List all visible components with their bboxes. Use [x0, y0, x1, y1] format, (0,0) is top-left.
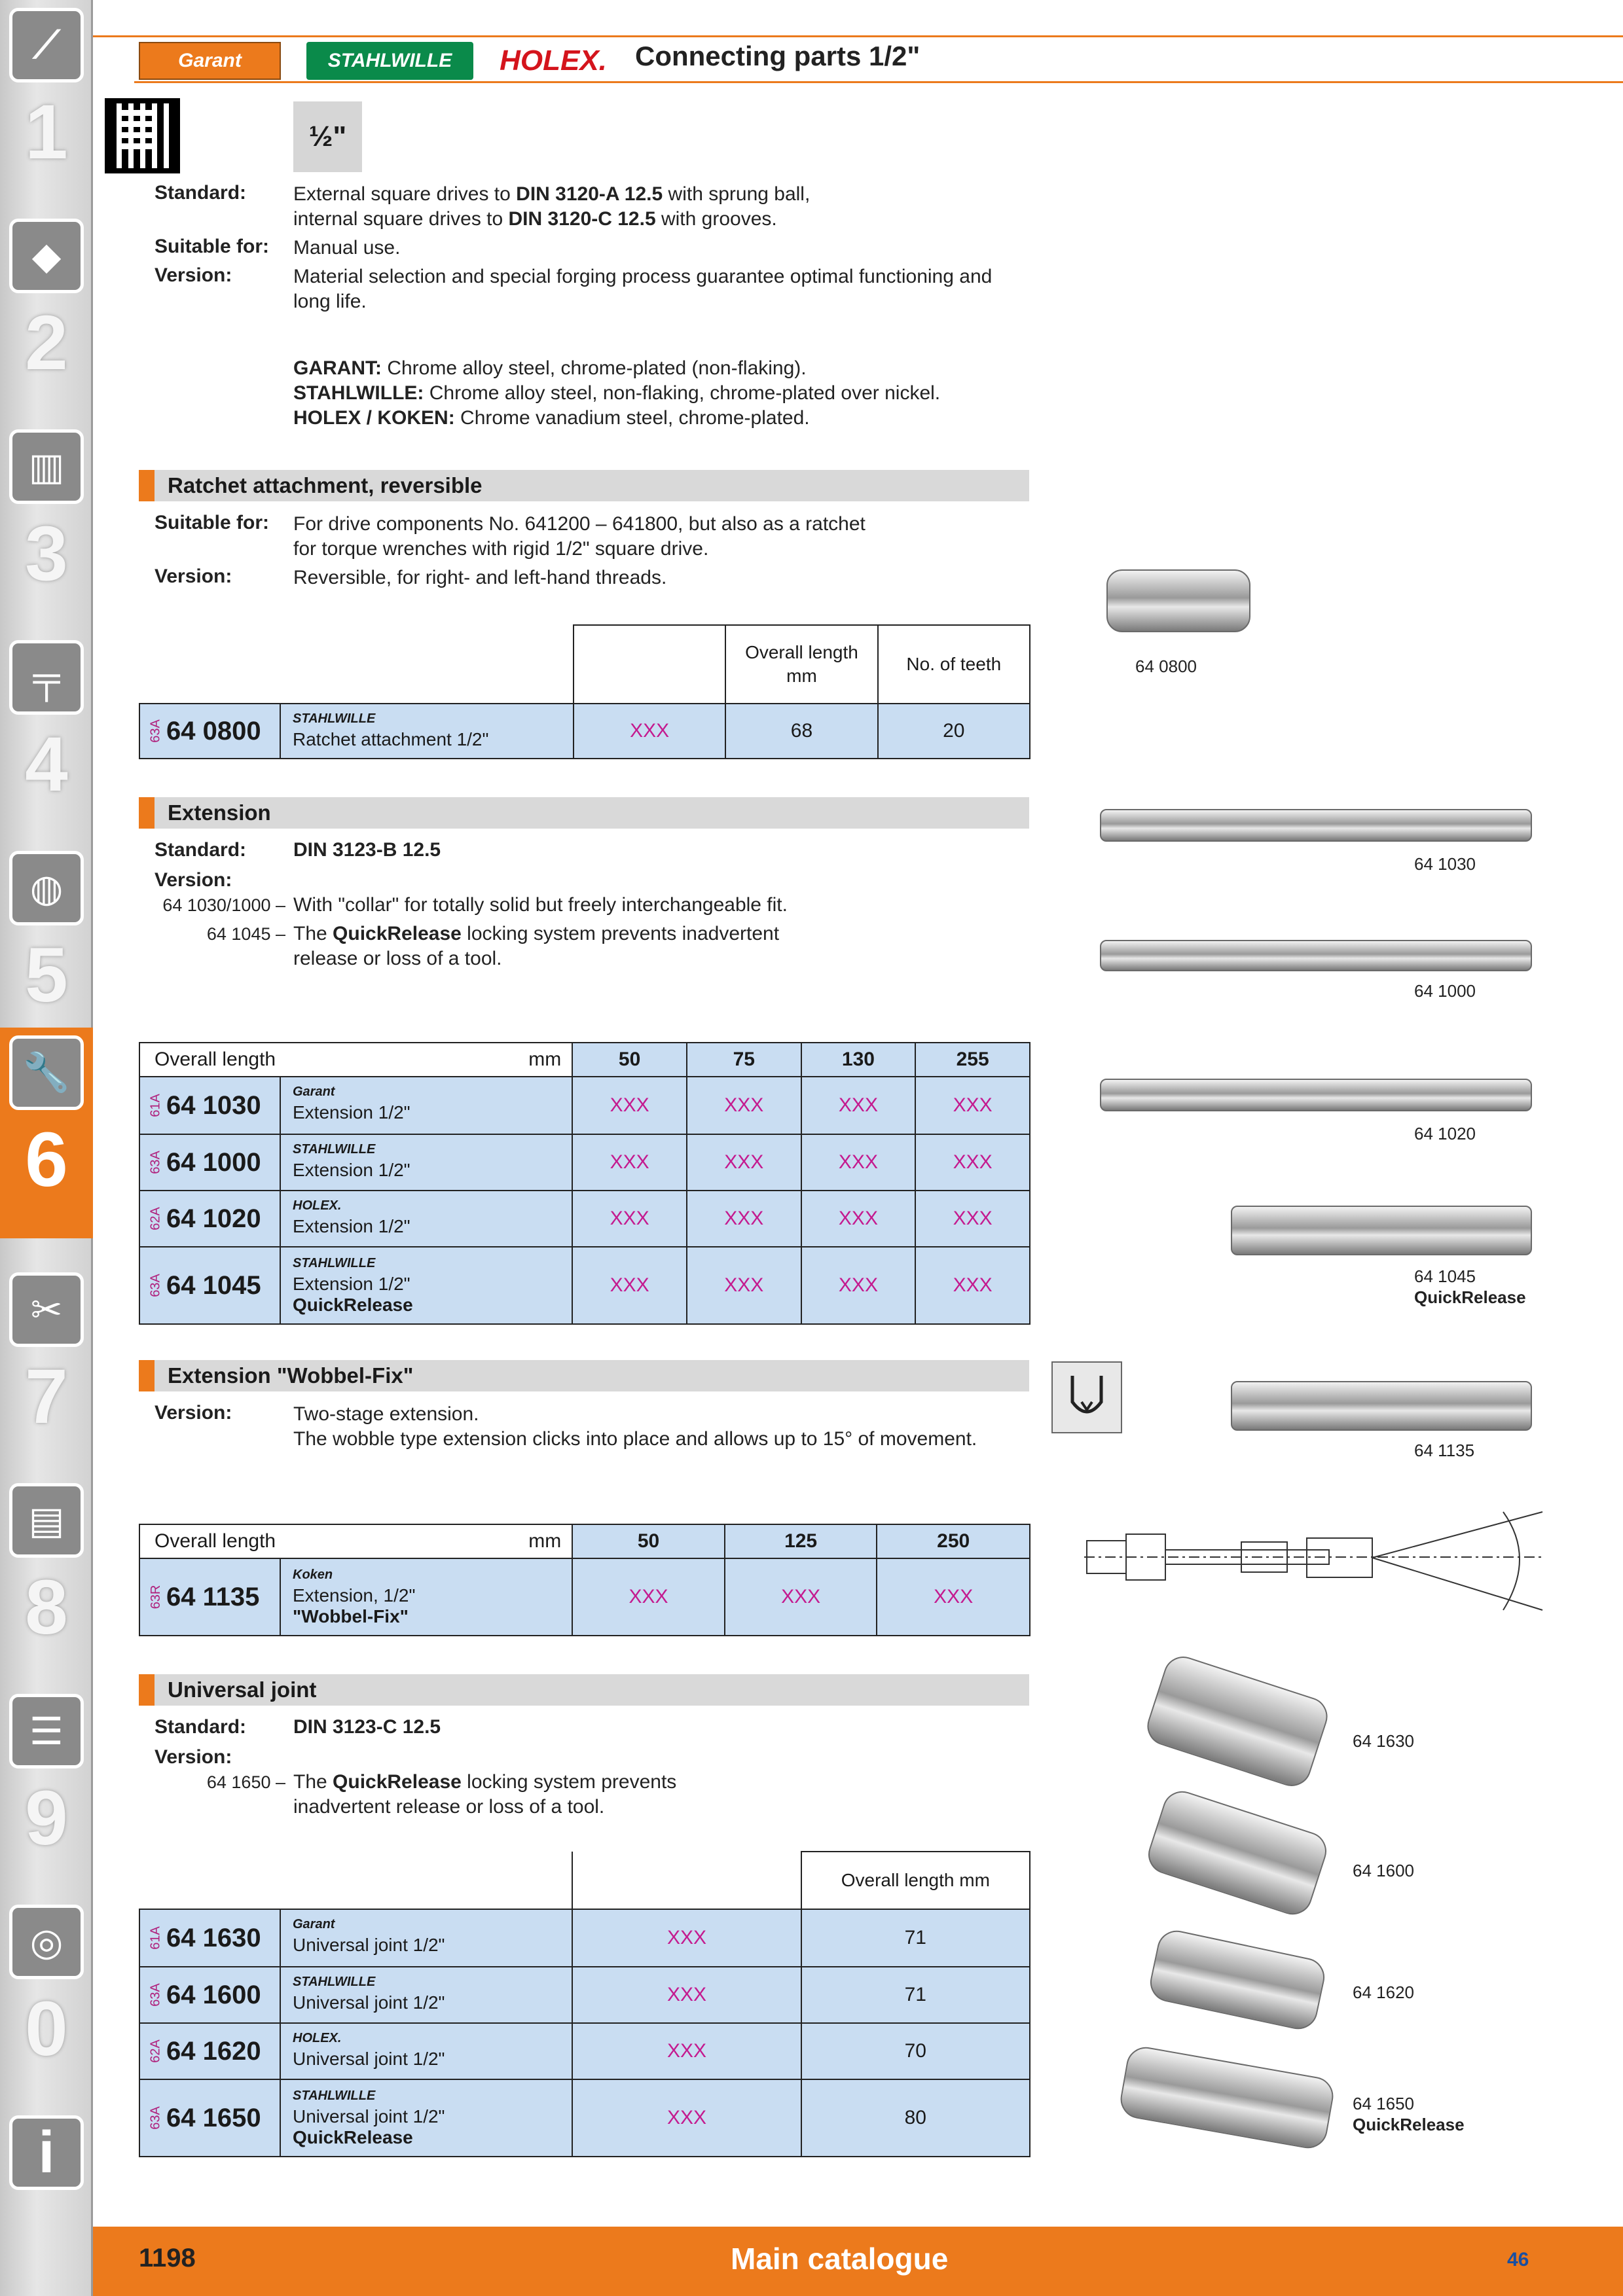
- article-number: 64 1045: [166, 1270, 261, 1300]
- ratchet-table: [139, 624, 1030, 759]
- header-rule: [134, 81, 1623, 83]
- length-cell: 71: [801, 1967, 1030, 2023]
- size-header: 125: [725, 1524, 877, 1558]
- col-overall-length: Overall length mm: [801, 1852, 1030, 1909]
- version-label: Version:: [155, 264, 232, 286]
- extension-standard-text: DIN 3123-B 12.5: [293, 839, 441, 861]
- table-row[interactable]: [139, 1191, 1030, 1247]
- article-number: 64 0800: [166, 716, 261, 745]
- article-number: 64 1600: [166, 1980, 261, 2009]
- article-number: 64 1000: [166, 1147, 261, 1177]
- article-number: 64 1135: [166, 1582, 260, 1611]
- brand-logo: HOLEX.: [293, 2031, 342, 2045]
- price-cell: XXX: [572, 1909, 801, 1967]
- catalog-group: 63A: [148, 2106, 163, 2130]
- standard-text: External square drives to DIN 3120-A 12.5 with sprung ball, internal square drives to DIN 3120-C 12.5 with grooves.: [293, 183, 811, 230]
- catalog-group: 63A: [148, 1151, 163, 1174]
- sidebar-chapter-1[interactable]: ⟋ 1: [0, 0, 93, 211]
- brand-logo: STAHLWILLE: [293, 1975, 376, 1989]
- price-cell: XXX: [572, 1558, 725, 1636]
- ratchet-version-text: Reversible, for right- and left-hand threads.: [293, 567, 667, 588]
- catalog-group: 63A: [148, 719, 163, 743]
- chapter-sidebar: [0, 0, 93, 2296]
- brand-logo: STAHLWILLE: [293, 1256, 376, 1270]
- ratchet-suitable-text: For drive components No. 641200 – 641800, but also as a ratchet for torque wrenches with rigid 1/2" square drive.: [293, 513, 866, 560]
- extension-image-label: 64 1020: [1414, 1124, 1476, 1143]
- ujoint-standard-label: Standard:: [155, 1716, 247, 1738]
- length-cell: 80: [801, 2079, 1030, 2157]
- garant-logo: Garant: [139, 42, 281, 80]
- brand-logo: STAHLWILLE: [293, 1142, 376, 1157]
- note-text: With "collar" for totally solid but freely interchangeable fit.: [293, 894, 788, 916]
- table-row[interactable]: [139, 1967, 1030, 2023]
- extension-heading: Extension: [139, 797, 1029, 829]
- drill-icon: ⟋: [9, 8, 84, 82]
- wobbel-label: "Wobbel-Fix": [293, 1606, 409, 1626]
- extension-image-label: 64 1000: [1414, 981, 1476, 1001]
- product-description: Universal joint 1/2": [293, 1992, 445, 2013]
- ujoint-heading: Universal joint: [139, 1674, 1029, 1706]
- page-title: Connecting parts 1/2": [635, 41, 921, 71]
- insert-icon: ◆: [9, 219, 84, 293]
- universal-joint-image: [1142, 1651, 1333, 1791]
- extension-image: [1100, 940, 1532, 971]
- drive-size-badge: ½": [293, 101, 362, 172]
- article-number: 64 1020: [166, 1204, 261, 1233]
- wobbel-extension-image: [1231, 1381, 1532, 1431]
- price-cell: XXX: [915, 1191, 1030, 1247]
- length-cell: 71: [801, 1909, 1030, 1967]
- price-cell: XXX: [725, 1558, 877, 1636]
- price-cell: XXX: [572, 2079, 801, 2157]
- safety-glasses-icon: ◎: [9, 1905, 84, 1979]
- article-number: 64 1630: [166, 1923, 261, 1952]
- ratchet-version-label: Version:: [155, 565, 232, 587]
- price-cell: XXX: [915, 1077, 1030, 1134]
- ratchet-suitable-label: Suitable for:: [155, 512, 270, 533]
- sidebar-chapter-5[interactable]: ◍ 5: [0, 843, 93, 1054]
- version-text: Material selection and special forging process guarantee optimal functioning and long life.: [293, 266, 993, 312]
- length-cell: 70: [801, 2023, 1030, 2079]
- sidebar-chapter-7[interactable]: ✂ 7: [0, 1265, 93, 1475]
- price-cell: XXX: [915, 1247, 1030, 1324]
- ratchet-image-label: 64 0800: [1135, 656, 1197, 676]
- ujoint-image-label: 64 1630: [1353, 1731, 1414, 1751]
- catalog-group: 63R: [148, 1585, 163, 1609]
- price-cell: XXX: [572, 1191, 687, 1247]
- caliper-icon: ╤: [9, 640, 84, 715]
- product-description: Universal joint 1/2": [293, 2106, 445, 2126]
- brand-logo: STAHLWILLE: [293, 2089, 376, 2103]
- chuck-icon: ▥: [9, 429, 84, 504]
- product-description: Extension 1/2": [293, 1160, 410, 1180]
- extension-image: [1100, 1079, 1532, 1111]
- extension-image-label: 64 1045 QuickRelease: [1414, 1266, 1526, 1307]
- product-description: Universal joint 1/2": [293, 1935, 445, 1955]
- quickrelease-label: QuickRelease: [293, 2127, 413, 2147]
- price-cell: XXX: [687, 1191, 801, 1247]
- catalog-group: 63A: [148, 1274, 163, 1297]
- catalog-group: 62A: [148, 1207, 163, 1230]
- catalog-group: 63A: [148, 1983, 163, 2007]
- top-rule: [93, 35, 1623, 37]
- size-header: 250: [877, 1524, 1030, 1558]
- table-row[interactable]: [139, 2079, 1030, 2157]
- catalog-group: 61A: [148, 1926, 163, 1950]
- stahlwille-logo: STAHLWILLE: [306, 42, 473, 80]
- page-number: 1198: [139, 2244, 196, 2272]
- product-description: Ratchet attachment 1/2": [293, 729, 489, 749]
- col-overall-length: Overall length mm: [725, 625, 877, 704]
- ujoint-image-label: 64 1650 QuickRelease: [1353, 2094, 1465, 2134]
- price-cell: XXX: [801, 1134, 916, 1191]
- info-icon: i: [9, 2115, 84, 2190]
- size-header: 50: [572, 1043, 687, 1077]
- product-description: Universal joint 1/2": [293, 2049, 445, 2069]
- size-header: 50: [572, 1524, 725, 1558]
- extension-standard-label: Standard:: [155, 839, 247, 861]
- product-description: Extension 1/2": [293, 1274, 410, 1294]
- price-cell: XXX: [801, 1077, 916, 1134]
- ujoint-image-label: 64 1600: [1353, 1861, 1414, 1880]
- ujoint-image-label: 64 1620: [1353, 1982, 1414, 2002]
- extension-image-label: 64 1030: [1414, 854, 1476, 874]
- qr-code-icon[interactable]: [105, 98, 180, 173]
- table-row[interactable]: [139, 704, 1030, 759]
- price-cell: XXX: [574, 704, 725, 759]
- col-overall-length: Overall length: [155, 1530, 276, 1552]
- wobble-symbol-icon: [1051, 1361, 1122, 1433]
- unit-label: mm: [528, 1049, 562, 1070]
- sidebar-chapter-0[interactable]: ◎ 0: [0, 1897, 93, 2108]
- unit-label: mm: [528, 1530, 562, 1552]
- wobbel-image-label: 64 1135: [1414, 1441, 1475, 1460]
- product-description: Extension, 1/2": [293, 1585, 416, 1605]
- wobbel-version-label: Version:: [155, 1402, 232, 1424]
- footer-number: 46: [1507, 2249, 1529, 2270]
- table-row[interactable]: [139, 1558, 1030, 1636]
- article-number: 64 1650: [166, 2103, 261, 2132]
- pliers-icon: ✂: [9, 1272, 84, 1347]
- col-no-of-teeth: No. of teeth: [878, 625, 1030, 704]
- article-number: 64 1620: [166, 2036, 261, 2066]
- universal-joint-image: [1146, 1927, 1328, 2033]
- price-cell: XXX: [877, 1558, 1030, 1636]
- price-cell: XXX: [572, 1247, 687, 1324]
- catalog-group: 62A: [148, 2039, 163, 2063]
- brand-logo: HOLEX.: [293, 1198, 342, 1213]
- product-description: Extension 1/2": [293, 1216, 410, 1236]
- wobbel-table: [139, 1524, 1030, 1636]
- teeth-cell: 20: [878, 704, 1030, 759]
- wrench-icon: 🔧: [9, 1035, 84, 1110]
- sidebar-chapter-6[interactable]: 🔧 6: [0, 1028, 93, 1238]
- sidebar-chapter-2[interactable]: ◆ 2: [0, 211, 93, 422]
- brand-logo: STAHLWILLE: [293, 711, 376, 726]
- size-header: 130: [801, 1043, 916, 1077]
- price-cell: XXX: [572, 1967, 801, 2023]
- note-text: The QuickRelease locking system prevents inadvertent release or loss of a tool.: [293, 1771, 677, 1818]
- sidebar-info[interactable]: [0, 2108, 93, 2227]
- table-row[interactable]: [139, 2023, 1030, 2079]
- toolbox-icon: ▤: [9, 1483, 84, 1558]
- table-row[interactable]: [139, 1134, 1030, 1191]
- wobble-drawing: [1084, 1499, 1556, 1623]
- table-row[interactable]: [139, 1247, 1030, 1324]
- length-cell: 68: [725, 704, 877, 759]
- price-cell: XXX: [687, 1077, 801, 1134]
- price-cell: XXX: [801, 1247, 916, 1324]
- product-description: Extension 1/2": [293, 1102, 410, 1122]
- sidebar-chapter-9[interactable]: ☰ 9: [0, 1686, 93, 1897]
- article-number: 64 1030: [166, 1090, 261, 1120]
- saw-blade-icon: ◍: [9, 851, 84, 925]
- wobbel-version-text: Two-stage extension. The wobble type extension clicks into place and allows up to 15° of movement.: [293, 1403, 977, 1450]
- brand-logo: Koken: [293, 1568, 333, 1582]
- suitable-label: Suitable for:: [155, 236, 270, 257]
- price-cell: XXX: [801, 1191, 916, 1247]
- sidebar-chapter-4[interactable]: ╤ 4: [0, 632, 93, 843]
- extension-table: [139, 1042, 1030, 1325]
- price-cell: XXX: [572, 1134, 687, 1191]
- quickrelease-label: QuickRelease: [293, 1295, 413, 1315]
- ujoint-version-label: Version:: [155, 1746, 232, 1768]
- brand-logo: Garant: [293, 1917, 335, 1931]
- col-overall-length: Overall length: [155, 1049, 276, 1070]
- catalog-group: 61A: [148, 1094, 163, 1117]
- price-cell: XXX: [572, 2023, 801, 2079]
- note-code: 64 1045 –: [206, 924, 285, 944]
- wobbel-heading: Extension "Wobbel-Fix": [139, 1360, 1029, 1391]
- note-code: 64 1650 –: [206, 1772, 285, 1792]
- size-header: 75: [687, 1043, 801, 1077]
- price-cell: XXX: [687, 1134, 801, 1191]
- materials-text: GARANT: Chrome alloy steel, chrome-plated (non-flaking). STAHLWILLE: Chrome alloy steel, non-flaking, chrome-plated over nickel. HOLEX / KOKEN: Chrome vanadium steel, chrome-plated.: [293, 357, 941, 429]
- table-row[interactable]: [139, 1909, 1030, 1967]
- extension-quickrelease-image: [1231, 1206, 1532, 1255]
- price-cell: XXX: [687, 1247, 801, 1324]
- standard-label: Standard:: [155, 182, 247, 204]
- note-code: 64 1030/1000 –: [162, 895, 285, 915]
- universal-joint-quickrelease-image: [1118, 2044, 1336, 2151]
- note-text: The QuickRelease locking system prevents inadvertent release or loss of a tool.: [293, 923, 780, 969]
- sidebar-chapter-3[interactable]: ▥ 3: [0, 422, 93, 632]
- extension-version-label: Version:: [155, 869, 232, 891]
- sidebar-chapter-8[interactable]: ▤ 8: [0, 1475, 93, 1686]
- price-cell: XXX: [915, 1134, 1030, 1191]
- ujoint-table: [139, 1851, 1030, 2157]
- ratchet-attachment-image: [1106, 569, 1250, 632]
- holex-logo: HOLEX.: [500, 45, 607, 77]
- price-cell: XXX: [572, 1077, 687, 1134]
- size-header: 255: [915, 1043, 1030, 1077]
- table-row[interactable]: [139, 1077, 1030, 1134]
- cabinet-icon: ☰: [9, 1694, 84, 1768]
- catalogue-title[interactable]: Main catalogue: [731, 2242, 949, 2276]
- extension-image: [1100, 809, 1532, 842]
- universal-joint-image: [1143, 1786, 1331, 1920]
- ratchet-heading: Ratchet attachment, reversible: [139, 470, 1029, 501]
- ujoint-standard-text: DIN 3123-C 12.5: [293, 1716, 441, 1738]
- suitable-text: Manual use.: [293, 237, 401, 259]
- brand-logo: Garant: [293, 1085, 335, 1099]
